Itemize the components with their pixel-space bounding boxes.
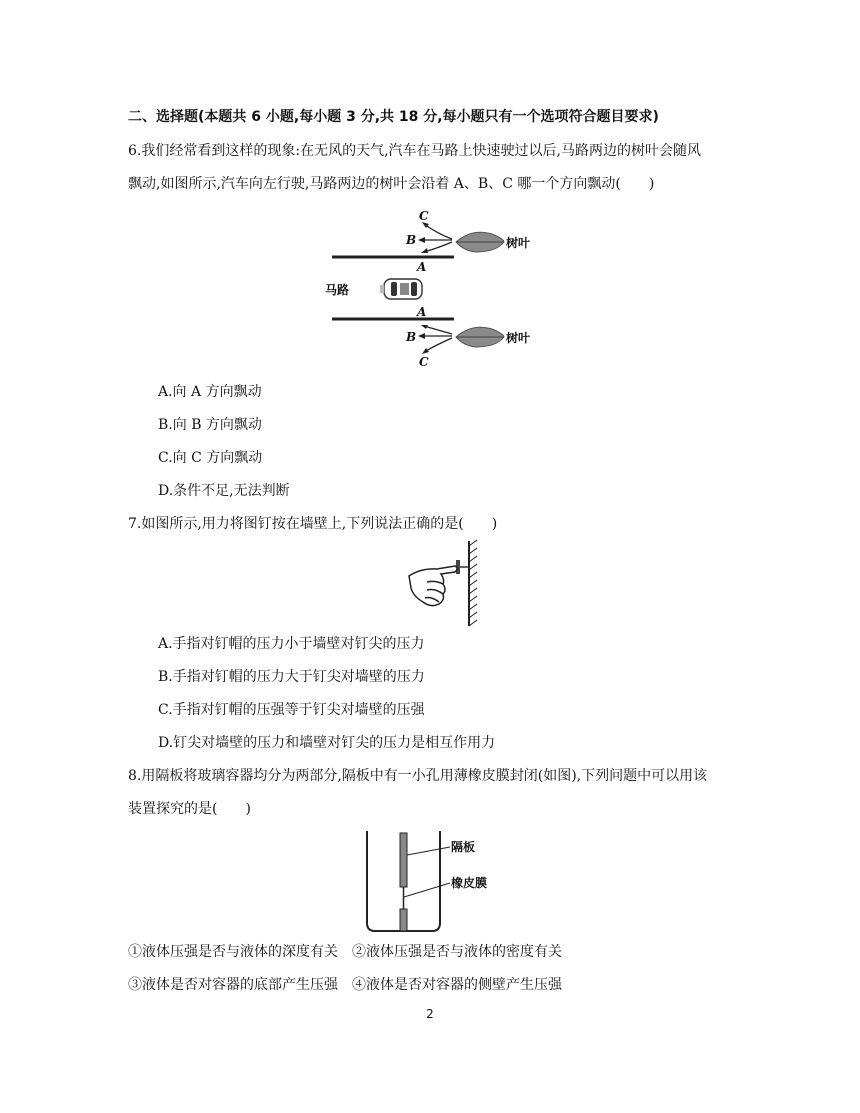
q7-option-d: D.钉尖对墙壁的压力和墙壁对钉尖的压力是相互作用力: [158, 735, 496, 751]
q8-stem-line1: 8.用隔板将玻璃容器均分为两部分,隔板中有一小孔用薄橡皮膜封闭(如图),下列问题中可以用该: [128, 768, 708, 784]
q8-container-figure: [360, 827, 500, 935]
leader-partition: [407, 847, 450, 855]
q7-option-c: C.手指对钉帽的压强等于钉尖对墙壁的压强: [158, 702, 425, 718]
thumbtack-icon: [456, 560, 469, 574]
label-A-bottom: A: [417, 305, 427, 319]
lower-arrows: [420, 326, 452, 352]
label-road: 马路: [325, 283, 350, 297]
car-icon: [380, 279, 422, 299]
hand-icon: [409, 566, 457, 606]
q7-thumbtack-figure: [405, 538, 495, 630]
q6-option-c: C.向 C 方向飘动: [158, 450, 263, 466]
q6-stem-line2: 飘动,如图所示,汽车向左行驶,马路两边的树叶会沿着 A、B、C 哪一个方向飘动( ): [128, 176, 655, 192]
label-partition: 隔板: [451, 840, 476, 854]
section-heading: 二、选择题(本题共 6 小题,每小题 3 分,共 18 分,每小题只有一个选项符合题目要求): [128, 109, 659, 125]
q7-stem: 7.如图所示,用力将图钉按在墙壁上,下列说法正确的是( ): [128, 516, 498, 532]
q8-items-line1: ①液体压强是否与液体的深度有关 ②液体压强是否与液体的密度有关: [128, 944, 562, 960]
label-C-bottom: C: [419, 355, 429, 369]
wall-hatching: [469, 540, 477, 626]
label-B-top: B: [406, 233, 417, 247]
page-number: 2: [426, 1007, 434, 1021]
q6-option-a: A.向 A 方向飘动: [158, 384, 262, 400]
q8-stem-line2: 装置探究的是( ): [128, 801, 251, 817]
q6-option-b: B.向 B 方向飘动: [158, 417, 262, 433]
leader-membrane: [404, 883, 450, 897]
label-leaf-bottom: 树叶: [506, 331, 531, 345]
leaf-icon-bottom: [456, 327, 504, 347]
label-C-top: C: [419, 209, 429, 223]
label-B-bottom: B: [406, 330, 417, 344]
partition-lower: [400, 909, 407, 931]
partition-upper: [400, 833, 407, 887]
label-membrane: 橡皮膜: [451, 876, 488, 890]
q7-option-b: B.手指对钉帽的压力大于钉尖对墙壁的压力: [158, 669, 425, 685]
leaf-icon-top: [456, 232, 504, 252]
q6-option-d: D.条件不足,无法判断: [158, 483, 290, 499]
q7-option-a: A.手指对钉帽的压力小于墙壁对钉尖的压力: [158, 636, 425, 652]
label-A-top: A: [417, 260, 427, 274]
q8-items-line2: ③液体是否对容器的底部产生压强 ④液体是否对容器的侧壁产生压强: [128, 977, 562, 993]
q6-stem-line1: 6.我们经常看到这样的现象:在无风的天气,汽车在马路上快速驶过以后,马路两边的树叶会随风: [128, 143, 701, 159]
label-leaf-top: 树叶: [506, 236, 531, 250]
q6-road-figure: [320, 206, 550, 371]
